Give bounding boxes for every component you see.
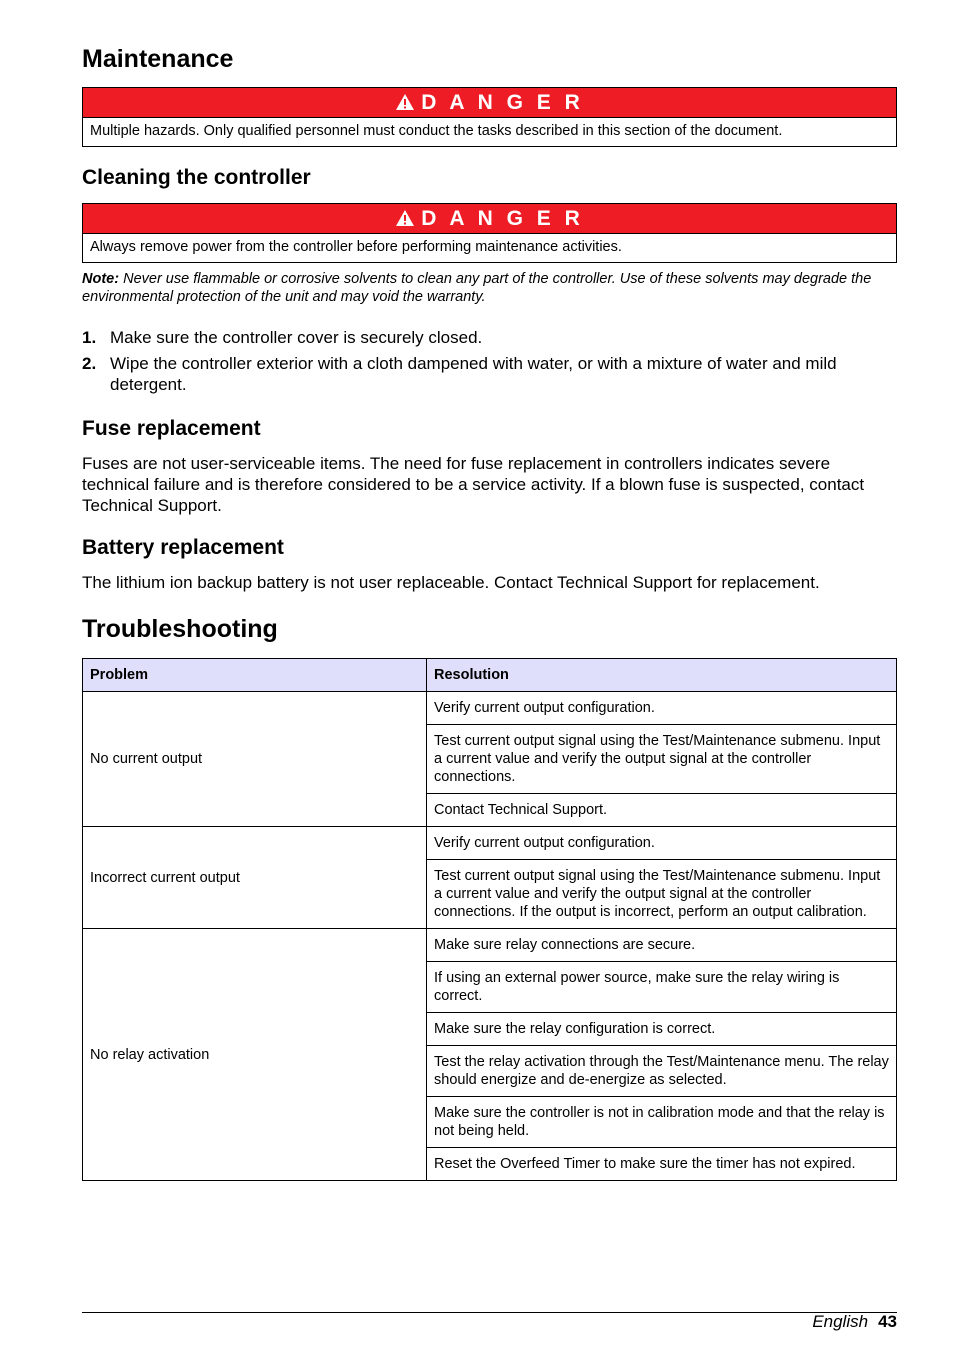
fuse-heading: Fuse replacement [82,417,261,440]
resolution-cell: Contact Technical Support. [427,794,897,827]
cleaning-note [82,270,894,306]
danger-label: D A N G E R [421,91,584,114]
resolution-cell: Make sure the controller is not in calibration mode and that the relay is not being held. [427,1097,897,1148]
danger-label: D A N G E R [421,207,584,230]
page-number: 43 [878,1312,897,1331]
danger-text: Always remove power from the controller before performing maintenance activities. [90,239,622,255]
table-row [83,827,897,860]
maintenance-heading: Maintenance [82,45,234,73]
resolution-cell: Make sure the relay configuration is correct. [427,1013,897,1046]
page-footer [812,1312,897,1332]
battery-paragraph: The lithium ion backup battery is not user replaceable. Contact Technical Support for replacement. [82,573,820,592]
resolution-cell: Verify current output configuration. [427,827,897,860]
step-number: 2. [82,354,97,373]
table-header-row [83,659,897,692]
problem-group [83,692,897,827]
column-header-resolution: Resolution [427,659,897,692]
note-text: Never use flammable or corrosive solvents to clean any part of the controller. Use of these solvents may degrade the environmental protection of the unit and may void the warranty. [82,271,872,305]
resolution-cell: If using an external power source, make sure the relay wiring is correct. [427,962,897,1013]
warning-triangle-icon [395,93,415,111]
list-item [82,327,894,348]
danger-header [83,204,896,234]
danger-box-maintenance [82,87,897,147]
table-row [83,929,897,962]
resolution-cell: Test current output signal using the Test/Maintenance submenu. Input a current value and verify the output signal at the controller connections. [427,725,897,794]
column-header-problem: Problem [83,659,427,692]
danger-text: Multiple hazards. Only qualified personnel must conduct the tasks described in this section of the document. [90,123,783,139]
battery-heading: Battery replacement [82,536,284,559]
troubleshooting-heading: Troubleshooting [82,615,278,643]
table-row [83,692,897,725]
list-item [82,353,894,395]
problem-cell: No relay activation [83,929,427,1181]
problem-group [83,827,897,929]
footer-language: English [812,1312,869,1331]
danger-box-cleaning [82,203,897,263]
fuse-paragraph: Fuses are not user-serviceable items. The need for fuse replacement in controllers indicates severe technical failure and is therefore considered to be a service activity. If a blown fuse is suspected, contact Technical Support. [82,454,865,515]
troubleshooting-table [82,658,897,1181]
resolution-cell: Test the relay activation through the Test/Maintenance menu. The relay should energize and de-energize as selected. [427,1046,897,1097]
cleaning-steps [82,327,894,400]
step-number: 1. [82,328,97,347]
step-text: Wipe the controller exterior with a cloth dampened with water, or with a mixture of water and mild detergent. [110,354,837,394]
resolution-cell: Verify current output configuration. [427,692,897,725]
footer-divider [82,1312,897,1313]
problem-group [83,929,897,1181]
resolution-cell: Reset the Overfeed Timer to make sure the timer has not expired. [427,1148,897,1181]
resolution-cell: Test current output signal using the Test/Maintenance submenu. Input a current value and verify the output signal at the controller connections. If the output is incorrect, perform an output calibration. [427,860,897,929]
resolution-cell: Make sure relay connections are secure. [427,929,897,962]
warning-triangle-icon [395,209,415,227]
danger-header [83,88,896,118]
note-label: Note: [82,271,120,287]
step-text: Make sure the controller cover is securely closed. [110,328,483,347]
cleaning-heading: Cleaning the controller [82,166,311,189]
problem-cell: No current output [83,692,427,827]
problem-cell: Incorrect current output [83,827,427,929]
